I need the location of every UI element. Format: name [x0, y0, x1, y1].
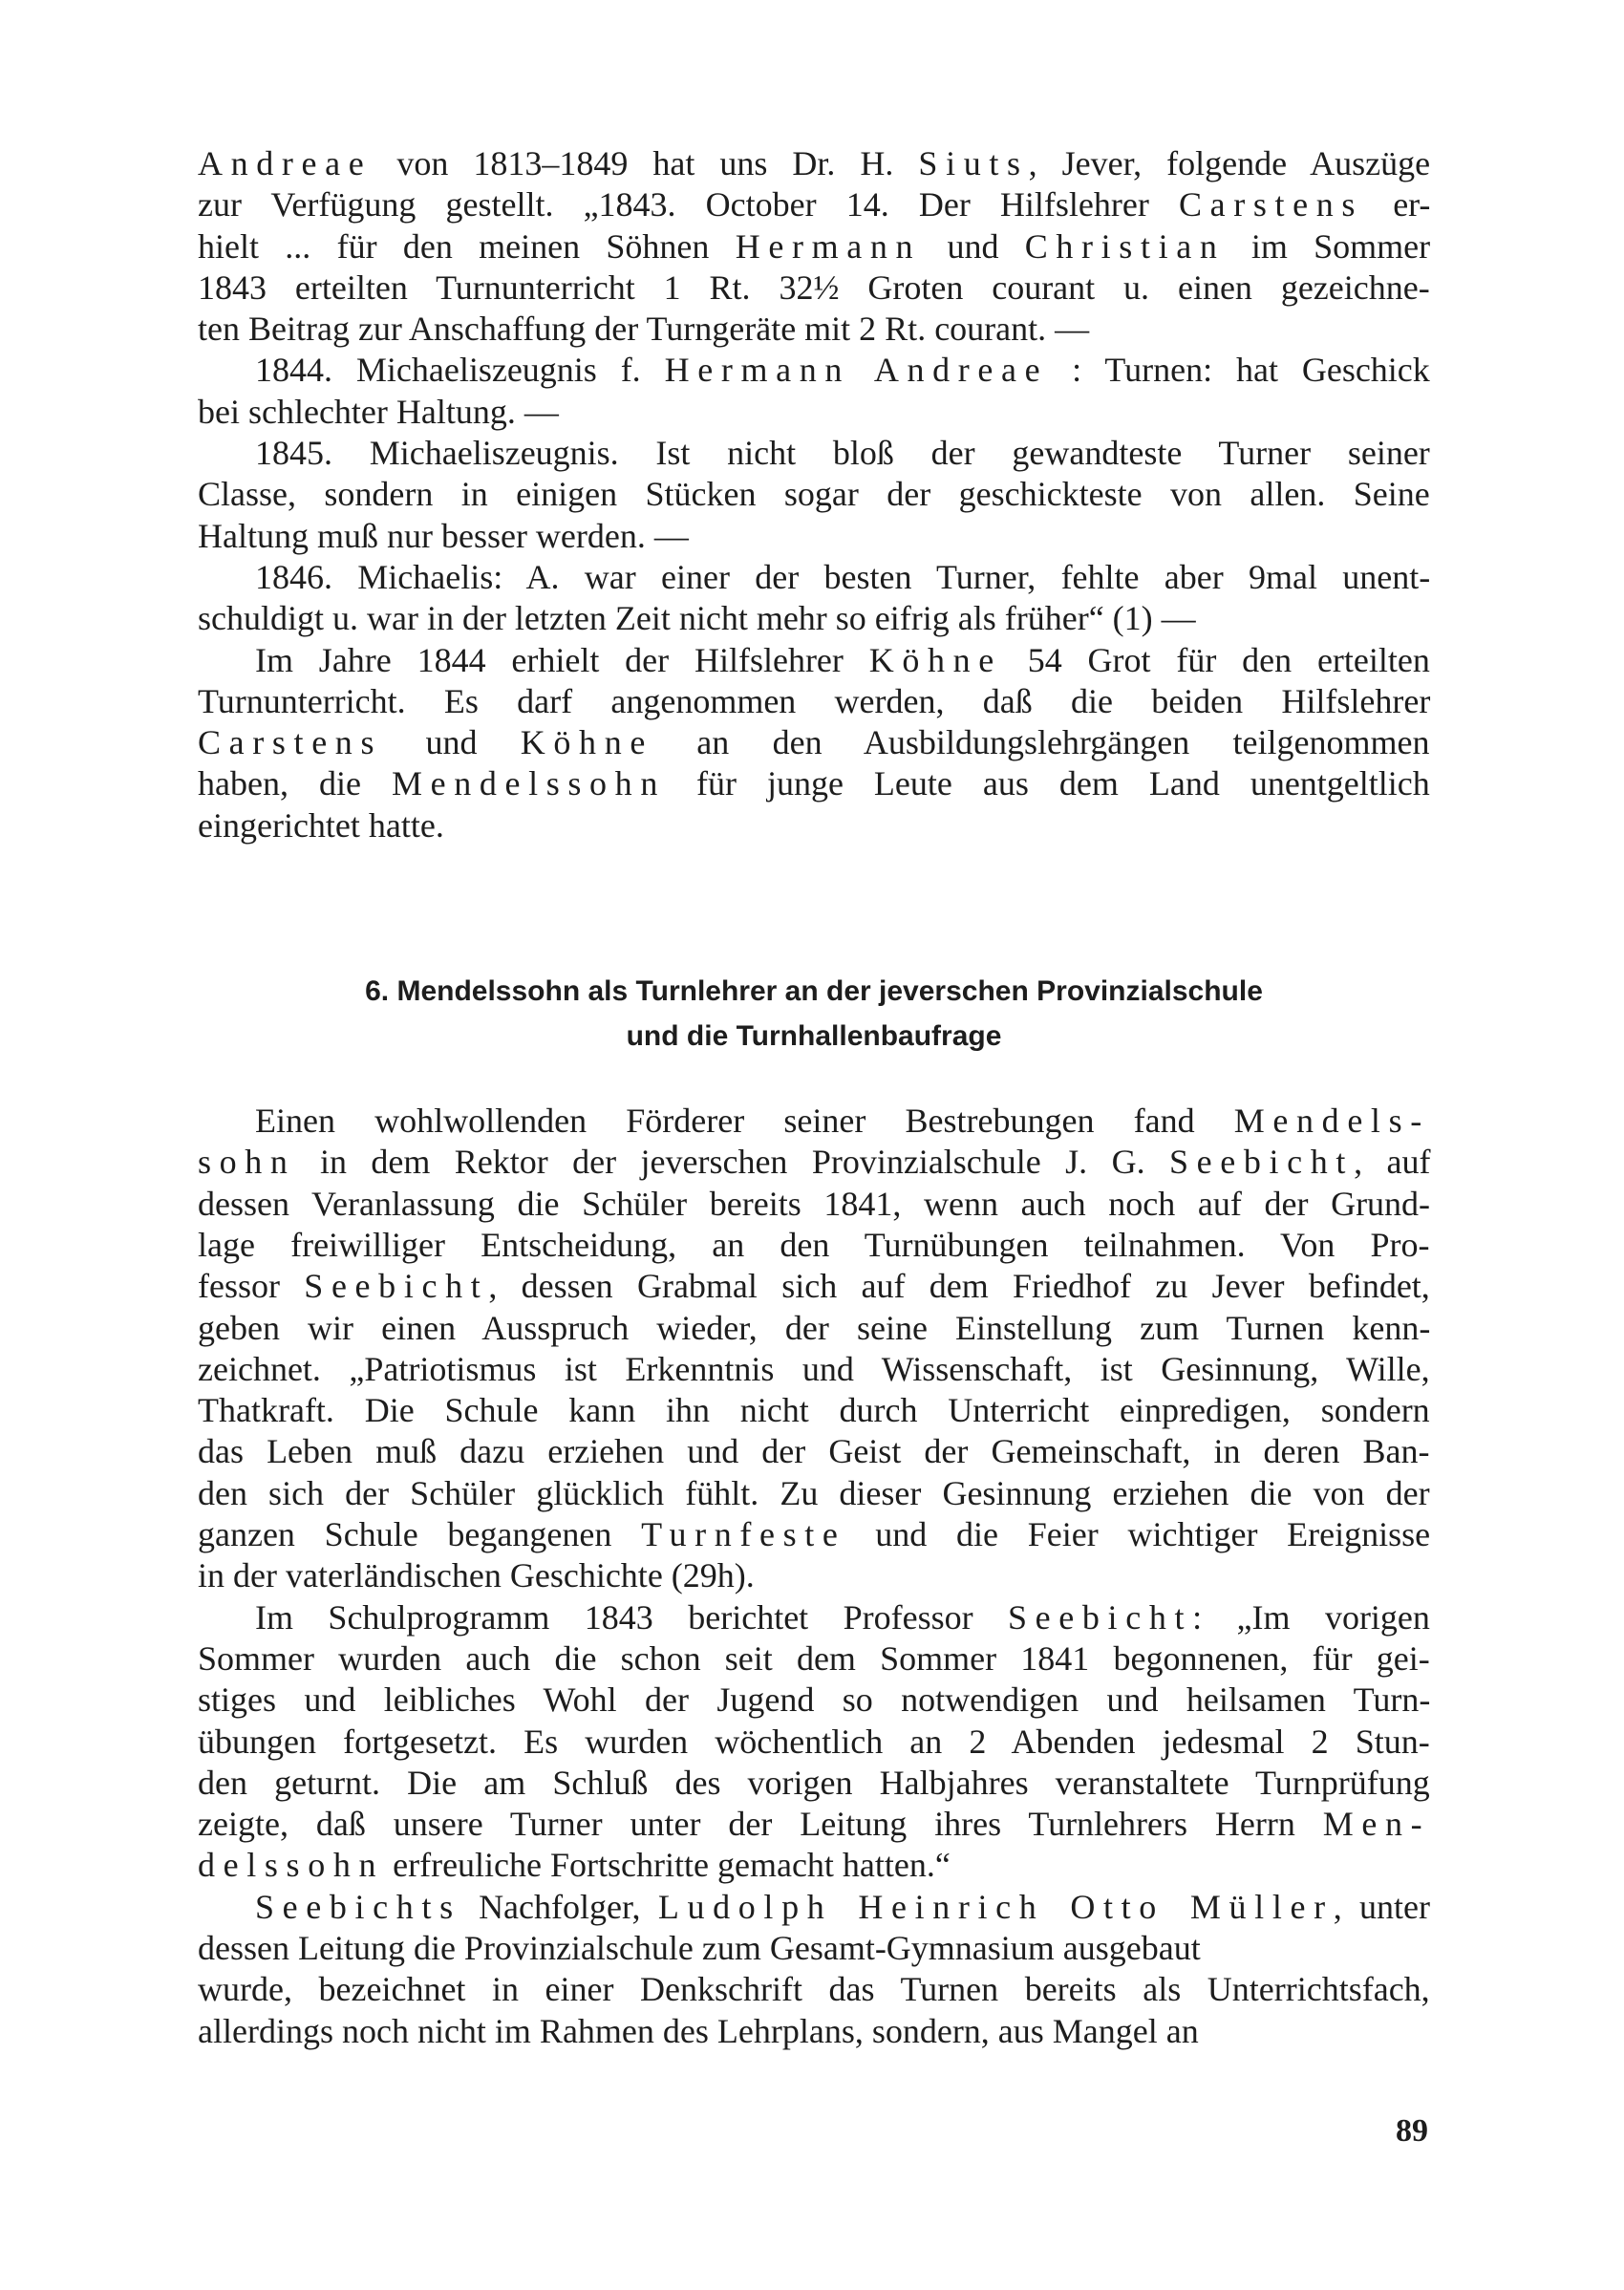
spaced-name: Turnfeste: [641, 1515, 846, 1554]
text-line: [198, 226, 1430, 268]
spaced-name: Seebichts: [255, 1887, 461, 1926]
text-line: [198, 1514, 1430, 1555]
text-run: haben, die: [198, 764, 392, 803]
text-line: [198, 1597, 1430, 1638]
text-run: wurde, bezeichnet in einer Denkschrift das Turnen bereits als Unterrichtsfach,: [198, 1970, 1430, 2009]
spaced-name: Seebicht: [1008, 1597, 1193, 1637]
text-line: [198, 1555, 1430, 1596]
spaced-name: Hermann: [735, 226, 922, 266]
text-run: und die Feier wichtiger Ereignisse: [845, 1515, 1431, 1554]
text-line: [198, 640, 1430, 681]
text-line: [198, 143, 1430, 184]
text-line: [198, 805, 1430, 846]
text-line: [198, 1473, 1430, 1514]
text-line: [198, 392, 1430, 433]
text-run: Haltung muß nur besser werden. —: [198, 516, 689, 555]
text-run: , dessen Grabmal sich auf dem Friedhof zu Jever befindet,: [488, 1267, 1430, 1306]
text-run: ganzen Schule begangenen: [198, 1515, 642, 1554]
text-run: Einen wohlwollenden Förderer seiner Bestrebungen fand: [255, 1102, 1234, 1141]
text-run: den sich der Schüler glücklich fühlt. Zu dieser Gesinnung erziehen die von der: [198, 1473, 1430, 1512]
text-run: ten Beitrag zur Anschaffung der Turngeräte mit 2 Rt. courant. —: [198, 310, 1090, 349]
text-run: von 1813–1849 hat uns Dr. H.: [372, 144, 919, 182]
text-line: [198, 722, 1430, 763]
spaced-name: Seebicht: [304, 1267, 489, 1306]
text-run: 54 Grot für den erteilten: [1001, 640, 1430, 679]
paragraph-mueller-successor: [198, 1887, 1430, 2052]
paragraph-seebicht-support: [198, 1101, 1430, 1597]
text-line: [198, 2011, 1430, 2052]
text-run: er-: [1363, 185, 1431, 225]
text-run: Classe, sondern in einigen Stücken sogar der geschickteste von allen. Seine: [198, 475, 1430, 514]
text-run: geben wir einen Ausspruch wieder, der seine Einstellung zum Turnen kenn-: [198, 1308, 1431, 1347]
text-line: [198, 433, 1430, 474]
text-run: im Sommer: [1225, 226, 1431, 266]
text-run: allerdings noch nicht im Rahmen des Lehrplans, sondern, aus Mangel an: [198, 2011, 1199, 2050]
spaced-name: delssohn: [198, 1846, 385, 1885]
spaced-name: sohn: [198, 1143, 296, 1182]
text-run: den geturnt. Die am Schluß des vorigen Halbjahres veranstaltete Turnprüfung: [198, 1763, 1430, 1802]
text-line: [198, 350, 1430, 391]
text-run: zur Verfügung gestellt. „1843. October 14. Der Hilfslehrer: [198, 185, 1179, 225]
text-run: zeigte, daß unsere Turner unter der Leitung ihres Turnlehrers Herrn: [198, 1805, 1323, 1844]
spaced-name: Mendels-: [1233, 1102, 1430, 1141]
text-run: Sommer wurden auch die schon seit dem Sommer 1841 begonnenen, für gei-: [198, 1638, 1430, 1678]
spaced-name: Köhne: [868, 640, 1002, 679]
spaced-name: Hermann: [664, 351, 850, 390]
text-run: : Turnen: hat Geschick: [1048, 351, 1430, 390]
text-run: für junge Leute aus dem Land unentgeltlich: [665, 764, 1430, 803]
spaced-name: Christian: [1024, 226, 1226, 266]
text-line: [198, 763, 1430, 804]
text-run: Nachfolger,: [460, 1887, 658, 1926]
text-run: 1843 erteilten Turnunterricht 1 Rt. 32½ Groten courant u. einen gezeichne-: [198, 268, 1430, 307]
text-run: , auf: [1354, 1143, 1431, 1182]
text-run: Thatkraft. Die Schule kann ihn nicht durch Unterricht einpredigen, sondern: [198, 1391, 1430, 1430]
text-run: 1844. Michaeliszeugnis f.: [255, 351, 665, 390]
text-line: [198, 1431, 1430, 1472]
text-run: [850, 351, 874, 389]
text-run: 1846. Michaelis: A. war einer der besten Turner, fehlte aber 9mal unent-: [255, 557, 1431, 596]
text-line: [198, 1763, 1430, 1804]
text-run: schuldigt u. war in der letzten Zeit nicht mehr so eifrig als früher“ (1) —: [198, 599, 1196, 638]
text-line: [198, 1101, 1430, 1142]
text-run: zeichnet. „Patriotismus ist Erkenntnis und Wissenschaft, ist Gesinnung, Wille,: [198, 1349, 1430, 1388]
text-line: [198, 557, 1430, 598]
text-line: [198, 1887, 1430, 1928]
paragraph-andreae-excerpts: [198, 143, 1430, 350]
text-run: in der vaterländischen Geschichte (29h).: [198, 1556, 755, 1595]
text-line: [198, 184, 1430, 225]
text-line: [198, 1266, 1430, 1307]
text-line: [198, 681, 1430, 722]
spaced-name: Seebicht: [1168, 1143, 1355, 1182]
text-line: [198, 1845, 1430, 1886]
text-run: 1845. Michaeliszeugnis. Ist nicht bloß der gewandteste Turner seiner: [255, 434, 1430, 473]
text-run: , unter: [1333, 1887, 1431, 1926]
text-run: und: [921, 226, 1025, 266]
text-run: fessor: [198, 1267, 305, 1306]
spaced-name: Carstens: [1178, 185, 1364, 225]
text-line: [198, 268, 1430, 309]
text-line: [198, 1390, 1430, 1431]
section-heading: [198, 969, 1430, 1059]
heading-spacer: [198, 1059, 1430, 1101]
text-line: [198, 1142, 1430, 1183]
text-line: [198, 1225, 1430, 1266]
text-run: dessen Leitung die Provinzialschule zum Gesamt-Gymnasium ausgebaut: [198, 1928, 1201, 1967]
text-run: hielt ... für den meinen Söhnen: [198, 226, 736, 266]
text-line: [198, 1969, 1430, 2010]
spaced-name: Andreae: [198, 144, 373, 182]
text-run: : „Im vorigen: [1192, 1597, 1430, 1637]
spaced-name: Ludolph Heinrich Otto Müller: [657, 1887, 1334, 1926]
page-number: 89: [1396, 2113, 1428, 2149]
text-line: [198, 1638, 1430, 1680]
text-run: und: [382, 723, 521, 762]
text-run: eingerichtet hatte.: [198, 805, 444, 845]
paragraph-1845-report: [198, 433, 1430, 557]
text-run: dessen Veranlassung die Schüler bereits 1841, wenn auch noch auf der Grund-: [198, 1184, 1431, 1223]
section-heading-line-2: und die Turnhallenbaufrage: [626, 1020, 1002, 1053]
text-run: an den Ausbildungslehrgängen teilgenommen: [652, 723, 1430, 762]
text-line: [198, 1349, 1430, 1390]
text-run: Im Jahre 1844 erhielt der Hilfslehrer: [255, 640, 869, 679]
text-run: in dem Rektor der jeverschen Provinzialschule J. G.: [295, 1143, 1169, 1182]
spaced-name: Mendelssohn: [391, 764, 666, 803]
page-body: [198, 143, 1430, 2052]
paragraph-1846-report: [198, 557, 1430, 640]
paragraph-koehne-carstens: [198, 640, 1430, 846]
text-line: [198, 474, 1430, 515]
text-line: [198, 1804, 1430, 1845]
text-line: [198, 1308, 1430, 1349]
spaced-name: Carstens: [198, 723, 383, 762]
text-line: [198, 598, 1430, 639]
paragraph-1844-report: [198, 350, 1430, 433]
text-run: stiges und leibliches Wohl der Jugend so notwendigen und heilsamen Turn-: [198, 1680, 1431, 1720]
section-spacer: [198, 846, 1430, 969]
section-heading-line-1: 6. Mendelssohn als Turnlehrer an der jeverschen Provinzialschule: [365, 975, 1263, 1008]
spaced-name: Siuts: [918, 144, 1029, 182]
text-line: [198, 1680, 1430, 1721]
text-run: das Leben muß dazu erziehen und der Geist der Gemeinschaft, in deren Ban-: [198, 1432, 1430, 1471]
text-run: Im Schulprogramm 1843 berichtet Professor: [255, 1597, 1009, 1637]
text-run: erfreuliche Fortschritte gemacht hatten.“: [384, 1846, 951, 1885]
spaced-name: Men-: [1322, 1805, 1431, 1844]
spaced-name: Andreae: [873, 351, 1049, 390]
paragraph-school-program-1843: [198, 1597, 1430, 1887]
text-run: übungen fortgesetzt. Es wurden wöchentlich an 2 Abenden jedesmal 2 Stun-: [198, 1722, 1430, 1761]
text-run: Turnunterricht. Es darf angenommen werden, daß die beiden Hilfslehrer: [198, 681, 1431, 720]
text-run: bei schlechter Haltung. —: [198, 392, 559, 431]
spaced-name: Köhne: [520, 723, 653, 762]
text-line: [198, 1722, 1430, 1763]
text-line: [198, 1928, 1430, 1969]
text-line: [198, 309, 1430, 350]
text-line: [198, 1184, 1430, 1225]
text-run: lage freiwilliger Entscheidung, an den Turnübungen teilnahmen. Von Pro-: [198, 1225, 1430, 1264]
text-run: , Jever, folgende Auszüge: [1028, 144, 1431, 182]
text-line: [198, 516, 1430, 557]
